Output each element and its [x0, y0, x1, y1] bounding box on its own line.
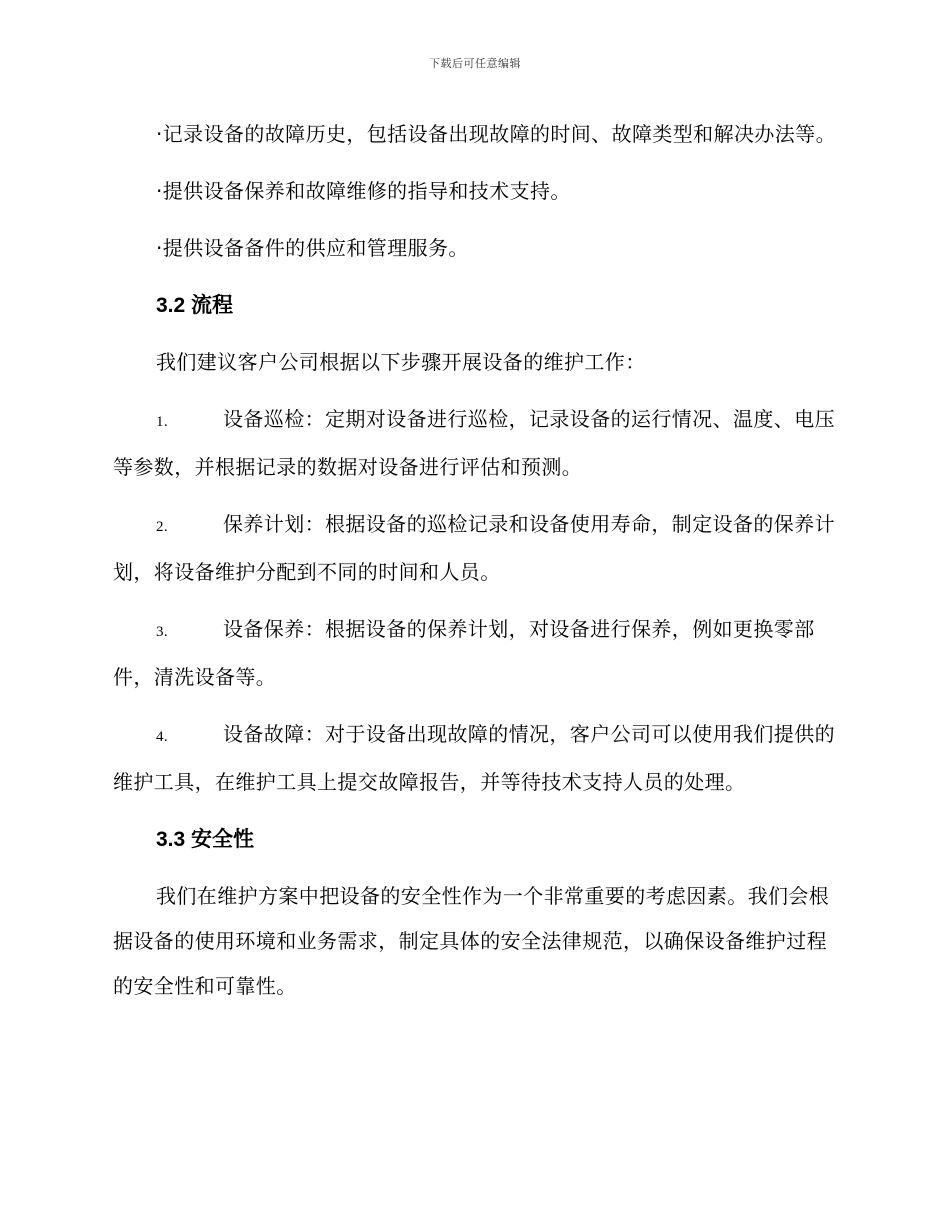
bullet-marker: · [156, 179, 163, 203]
step-number: 3. [156, 624, 169, 640]
bullet-text: 提供设备备件的供应和管理服务。 [162, 236, 469, 260]
process-step [113, 502, 838, 595]
safety-body: 我们在维护方案中把设备的安全性作为一个非常重要的考虑因素。我们会根据设备的使用环境和业务需求，制定具体的安全法律规范，以确保设备维护过程的安全性和可靠性。 [113, 884, 830, 998]
document-body [113, 112, 838, 1021]
process-step [113, 712, 838, 805]
section-heading-safety: 3.3 安全性 [156, 828, 255, 851]
step-text: 设备保养：根据设备的保养计划，对设备进行保养，例如更换零部件，清洗设备等。 [113, 617, 815, 689]
bullet-item [113, 226, 838, 271]
step-text: 设备故障：对于设备出现故障的情况，客户公司可以使用我们提供的维护工具，在维护工具上提交故障报告，并等待技术支持人员的处理。 [113, 722, 835, 794]
process-intro: 我们建议客户公司根据以下步骤开展设备的维护工作： [156, 350, 646, 374]
bullet-text: 提供设备保养和故障维修的指导和技术支持。 [162, 179, 571, 203]
step-number: 1. [156, 414, 169, 430]
page-header-note: 下载后可任意编辑 [429, 57, 521, 70]
bullet-text: 记录设备的故障历史，包括设备出现故障的时间、故障类型和解决办法等。 [162, 122, 836, 146]
bullet-item [113, 169, 838, 214]
step-number: 2. [156, 519, 169, 535]
bullet-item [113, 112, 838, 157]
step-number: 4. [156, 729, 169, 745]
process-step [113, 607, 838, 700]
bullet-marker: · [156, 122, 163, 146]
step-text: 保养计划：根据设备的巡检记录和设备使用寿命，制定设备的保养计划，将设备维护分配到不同的时间和人员。 [113, 512, 835, 584]
step-text: 设备巡检：定期对设备进行巡检，记录设备的运行情况、温度、电压等参数，并根据记录的数据对设备进行评估和预测。 [113, 407, 835, 479]
process-step [113, 397, 838, 490]
bullet-marker: · [156, 236, 163, 260]
section-heading-process: 3.2 流程 [156, 294, 234, 317]
